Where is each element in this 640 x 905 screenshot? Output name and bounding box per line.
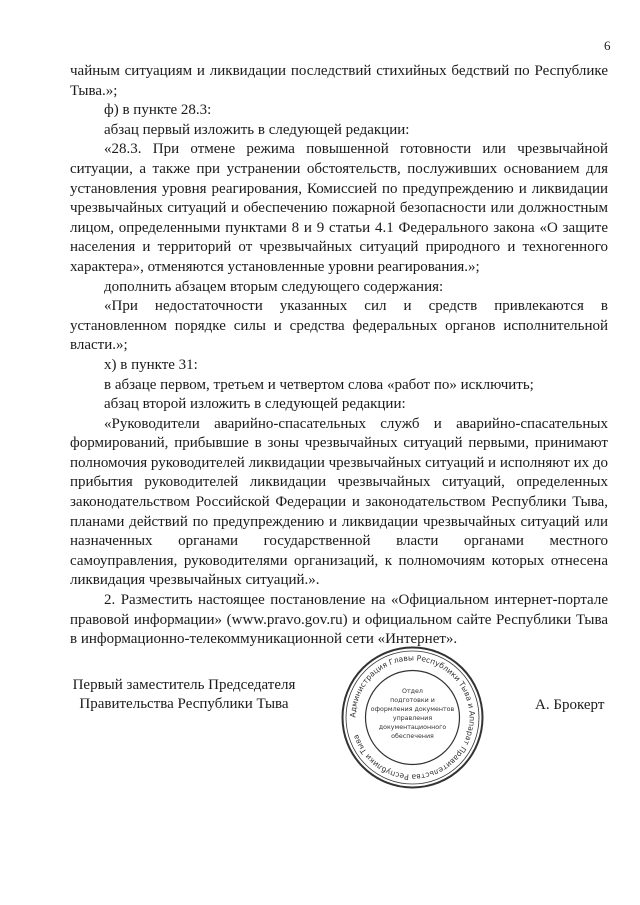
svg-text:Отдел: Отдел xyxy=(402,688,423,695)
paragraph: чайным ситуациям и ликвидации последствий стихийных бедствий по Республике Тыва.»; xyxy=(70,63,608,99)
signatory-name: А. Брокерт xyxy=(535,697,605,713)
svg-text:оформления документов: оформления документов xyxy=(370,706,455,713)
paragraph: 2. Разместить настоящее постановление на «Официальном интернет-портале правовой информации» (www.pravo.gov.ru) и официальном сайте Республики Тыва в информационно-телекоммуникационной сети «Интернет». xyxy=(70,592,608,648)
svg-text:подготовки и: подготовки и xyxy=(390,697,435,704)
paragraph: дополнить абзацем вторым следующего содержания: xyxy=(104,278,444,295)
official-seal xyxy=(340,645,485,790)
page-number: 6 xyxy=(604,38,611,53)
seal-center-text xyxy=(371,688,455,740)
paragraph: абзац первый изложить в следующей редакции: xyxy=(104,121,410,138)
document-body xyxy=(70,62,608,650)
svg-text:управления: управления xyxy=(392,715,433,722)
paragraph: х) в пункте 31: xyxy=(104,356,198,373)
svg-text:обеспечения: обеспечения xyxy=(391,733,434,740)
signatory-position-line: Правительства Республики Тыва xyxy=(79,696,289,712)
svg-text:документационного: документационного xyxy=(378,724,447,731)
signatory-position xyxy=(64,676,304,714)
paragraph: «При недостаточности указанных сил и средств привлекаются в установленном порядке силы и средства федеральных органов исполнительной власти.»; xyxy=(70,298,608,354)
paragraph: «28.3. При отмене режима повышенной готовности или чрезвычайной ситуации, а также при устранении обстоятельств, послуживших основанием для установления уровня реагирования, Комиссией по предупреждению и ликвидации чрезвычайных ситуаций и обеспечению пожарной безопасности или должностным лицом, определенными пунктами 8 и 9 статьи 4.1 Федерального закона «О защите населения и территорий от чрезвычайных ситуаций природного и техногенного характера», отменяются установленные уровни реагирования.»; xyxy=(70,141,608,275)
paragraph: абзац второй изложить в следующей редакции: xyxy=(104,396,406,413)
paragraph: ф) в пункте 28.3: xyxy=(104,102,212,119)
paragraph: в абзаце первом, третьем и четвертом слова «работ по» исключить; xyxy=(104,376,534,393)
paragraph: «Руководители аварийно-спасательных служб и аварийно-спасательных формирований, прибывшие в зоны чрезвычайных ситуаций первыми, принимают полномочия руководителей ликвидации чрезвычайных ситуаций и исполняют их до прибытия руководителей ликвидации чрезвычайных ситуаций, определенных законодательством Российской Федерации и законодательством Республики Тыва, планами действий по предупреждению и ликвидации чрезвычайных ситуаций или назначенных органами государственной власти органами местного самоуправления, руководителями организаций, к полномочиям которых отнесена ликвидация чрезвычайных ситуаций.». xyxy=(70,415,608,589)
signatory-position-line: Первый заместитель Председателя xyxy=(72,677,296,693)
seal-outer-text: Администрация Главы Республики Тыва и Аппарат Правительства Республики Тыва xyxy=(348,653,477,782)
